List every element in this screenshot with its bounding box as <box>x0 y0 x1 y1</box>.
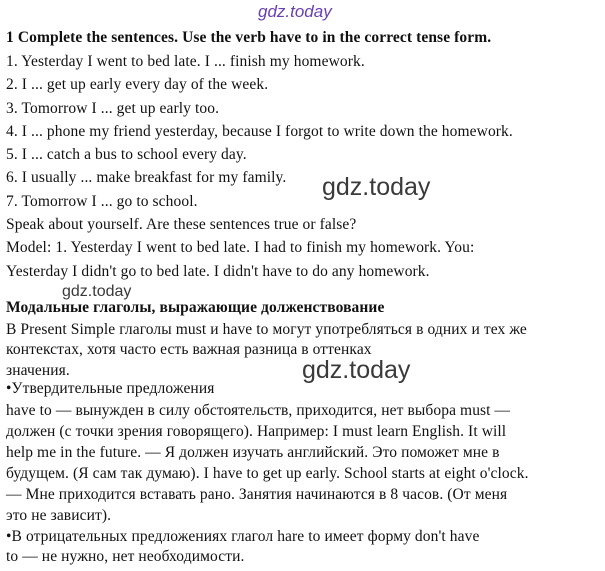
sentence-2: 2. I ... get up early every day of the week. <box>6 76 269 93</box>
explanation-5: — Мне приходится вставать рано. Занятия начинаются в 8 часов. (От меня <box>6 486 508 503</box>
grammar-para-3: значения. <box>6 362 70 379</box>
sentence-4: 4. I ... phone my friend yesterday, because I forgot to write down the homework. <box>6 123 513 140</box>
explanation-3: help me in the future. — Я должен изучать английский. Это поможет мне в <box>6 444 500 461</box>
model-line-2: Yesterday I didn't go to bed late. I didn't have to do any homework. <box>6 263 430 280</box>
watermark-middle: gdz.today <box>322 173 431 201</box>
grammar-para-2: контекстах, хотя часто есть важная разница в оттенках <box>6 341 372 358</box>
sentence-7: 7. Tomorrow I ... go to school. <box>6 193 198 210</box>
speak-instruction: Speak about yourself. Are these sentences true or false? <box>6 216 357 233</box>
watermark-small: gdz.today <box>62 283 132 300</box>
negative-heading: •В отрицательных предложениях глагол hare to имеет форму don't have <box>6 528 480 545</box>
grammar-heading: Модальные глаголы, выражающие долженствование <box>6 299 385 316</box>
watermark-top: gdz.today <box>258 2 332 21</box>
sentence-6: 6. I usually ... make breakfast for my family. <box>6 169 287 186</box>
affirmative-heading: •Утвердительные предложения <box>6 380 215 397</box>
explanation-6: это не зависит). <box>6 507 112 524</box>
exercise-heading: 1 Complete the sentences. Use the verb have to in the correct tense form. <box>6 29 492 46</box>
explanation-4: будущем. (Я сам так думаю). I have to get up early. School starts at eight o'clock. <box>6 465 529 482</box>
sentence-3: 3. Tomorrow I ... get up early too. <box>6 100 220 117</box>
sentence-1: 1. Yesterday I went to bed late. I ... finish my homework. <box>6 53 365 70</box>
watermark-lower: gdz.today <box>302 356 411 384</box>
model-line-1: Model: 1. Yesterday I went to bed late. I had to finish my homework. You: <box>6 239 475 256</box>
negative-explanation: to — не нужно, нет необходимости. <box>6 548 245 565</box>
explanation-1: have to — вынужден в силу обстоятельств, приходится, нет выбора must — <box>6 402 511 419</box>
sentence-5: 5. I ... catch a bus to school every day. <box>6 146 247 163</box>
grammar-para-1: В Present Simple глаголы must и have to могут употребляться в одних и тех же <box>6 321 527 338</box>
explanation-2: должен (с точки зрения говорящего). Например: I must learn English. It will <box>6 423 507 440</box>
